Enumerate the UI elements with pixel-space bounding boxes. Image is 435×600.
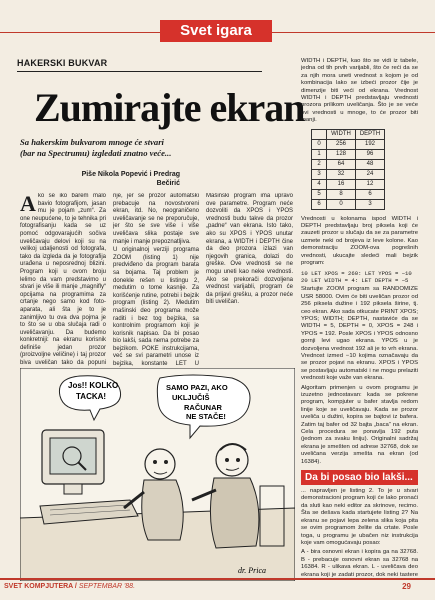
table-cell: 0: [327, 199, 356, 209]
text-column-3: [206, 193, 293, 368]
footer-publication: SVET KOMPJUTERA / SEPTEMBAR '88.: [4, 583, 136, 590]
body-paragraph: A - bira osnovni ekran i kopira ga na 32768. B - prebacuje osnovni ekran sa 32768 na 16384. R - ulikava ekran. L - uveličava deo ekrana koji je zadati prozor, dok neki tastere: [301, 549, 418, 578]
table-cell: 256: [327, 139, 356, 149]
table-row: [312, 189, 385, 199]
article-byline: Piše Nikola Popević i Predrag Bečirić: [81, 171, 180, 187]
body-paragraph: Startujte ZOOM program sa RANDOMIZE USR 58000. Ovim će biti uveličan prozor od 256 piksela dužine i 192 piksela širine, tj. ceo ekran. Ako sada otkucate PRINT XPOS; YPOS; WIDTH; DEPTH, nastaviće da se WIDTH = 5, DEPTH = 0, XPOS = 248 i YPOS = 192. Posle XPOS i YPOS odnosno gornji levi ugao ekrana. YPOS u je dozvoljena vrednost 192 ali je to vrh ekrana. Vrednost izmed −10 kojima označavaju da se prozor pojavi na ekranu. XPOS i YPOS se postavljaju automatski i ne mogu prelaziti vrednosti koje važe van ekrana.: [301, 286, 418, 382]
table-cell: 128: [327, 149, 356, 159]
table-row: [312, 169, 385, 179]
table-cell: 48: [356, 159, 385, 169]
kicker-rule: [17, 71, 262, 72]
drop-cap: A: [20, 193, 36, 216]
table-header-row: [312, 129, 385, 139]
table-cell: 3: [356, 199, 385, 209]
speech-bubble-right: SAMO PAZI, AKO UKLJUČIŠ RAČUNAR NE STAČE!: [166, 383, 228, 421]
article-headline: Zumirajte ekran: [34, 85, 305, 130]
body-paragraph: Algoritam primenjen u ovom programu je izuzetno jednostavan: kada se pokrene program, kompjuter u bafer stavlja redom linije koje se uveličavaju. Kada se prozor uveliča u dužini, kopira se bajtovi iz bafera. Zatim taj bafer od 32 bajta „baca“ na ekran. Cela procedura se ponavlja 192 puta (jednom za svaku liniju). Originalni sadržaj ekrana je smešten od adrese 32768, dok se uveličana verzija smešta na ekran (od 16384).: [301, 384, 418, 465]
footer-rule: [0, 578, 435, 580]
table-row: [312, 179, 385, 189]
table-cell: 32: [327, 169, 356, 179]
body-paragraph: Mašinski program ima upravo ove parametre. Program neće dozvoliti da XPOS i YPOS vrednosti budu takve da prozor „padne“ van ekrana. Isto tako, ako su XPOS i YPOS unutar ekrana, a WIDTH i DEPTH čine da deo prozora izlazi van njegovih granica, dolazi do greške. Ove vrednosti se ne mogu uneti kao neke vrednosti. Ako se prekorači dozvoljena vrednost varijabli, program će da prijavi grešku, a prozor neće biti uveličan.: [206, 193, 293, 306]
table-cell: 6: [356, 189, 385, 199]
table-header-depth: DEPTH: [356, 129, 385, 139]
article-lead: Sa hakerskim bukvarom mnoge će stvari (bar na Spectrumu) izgledati znatno veće...: [20, 137, 172, 158]
table-cell: 8: [327, 189, 356, 199]
table-row: [312, 139, 385, 149]
page-footer: [0, 578, 435, 600]
section-title: Svet igara: [160, 20, 272, 42]
table-cell: 6: [312, 199, 327, 209]
header-band: [0, 0, 435, 40]
body-paragraph: ... napravljen je listing 2. To je u stvari demonstracioni program koji će lako pronaći da sluti kao neki editor za skrinove, recimo. Šta se dešava kada startujete listing 2? Na ekranu se pojavi lepa zelena slika koja pita se ovim programom želite da crtate. Posle toga, u programu je ubačen niz instrukcija koje vam omogućavaju posao:: [301, 488, 418, 546]
table-header-width: WIDTH: [327, 129, 356, 139]
table-cell: 96: [356, 149, 385, 159]
table-cell: 64: [327, 159, 356, 169]
cartoon-illustration: [20, 368, 295, 581]
body-paragraph: nje, jer se prozor automatski prebacuje na novostvoreni ekran, itd. No, neograničeno uveličavanje se ne preporučuje, jer što se sve više i više uveličava slika postaje sve manje i manje prepoznatljiva.: [113, 193, 199, 245]
box-heading: Da bi posao bio lakši...: [301, 470, 418, 485]
issue-date: SEPTEMBAR '88.: [78, 583, 136, 590]
table-row: [312, 159, 385, 169]
magazine-name: SVET KOMPJUTERA: [4, 583, 73, 590]
text-column-1: [20, 193, 106, 368]
table-cell: 1: [312, 149, 327, 159]
table-row: [312, 149, 385, 159]
table-cell: 3: [312, 169, 327, 179]
width-depth-table: [311, 129, 385, 210]
intro-paragraph: [20, 193, 106, 368]
code-listing: 10 LET XPOS = 260: LET YPOS = −10 20 LET WIDTH = 4: LET DEPTH = −5: [301, 269, 412, 284]
article-kicker: HAKERSKI BUKVAR: [17, 58, 108, 68]
table-cell: 2: [312, 159, 327, 169]
table-cell: 0: [312, 139, 327, 149]
table-cell: 5: [312, 189, 327, 199]
page-number: 29: [402, 582, 411, 591]
body-paragraph: Vrednosti u kolonama ispod WIDTH i DEPTH predstavljaju broj piksela koji će zauzeti prozor u slučaju da se za parametre uzmete neki od brojeva iz leve kolone. Kao demonstraciju ZOOM-ova pogrešnih vrednosti, ukucajte sledeći mali bejzik program:: [301, 215, 418, 267]
speech-bubble-left: Jos!! KOLKO TACKA!: [68, 381, 119, 401]
intro-text: ko se iko barem malo bavio fotografijom, jasan mu je pojam „zum“. Za one neupućene, to je tehnika pri fotografisanju kada se uz pomoć odgovarajućih sočiva uveličavaju delovi koji su na velikoj udaljenosti od fotografa, tako da izgleda da je fotografija urađena u neposrednoj blizini. Program koji u ovom broju lelimo da vam predstavimo u stvari je više ili manje „magnifly“ opcijama na programima za crtanje nego samo kod foto-aparata, ali šta je to je zanimljivo tu ova dva pojma je to što se u oba slučaja radi o uveličavanju. Da budemo konkretniji: na ekranu korisnik definiše jedan prozor (proizvoljne veličine) i taj prozor biva uveličan tako da popuni: [20, 193, 106, 367]
table-row: [312, 199, 385, 209]
text-column-2: [113, 193, 199, 368]
table-cell: 24: [356, 169, 385, 179]
table-cell: 4: [312, 179, 327, 189]
body-paragraph: WIDTH i DEPTH, kao što se vidi iz tabele, jedna od tih prvih varijabli, što če reći da se za njih mora uneti vrednost s kojom je od kombinacija lako se izbeći prozor čije je dimenzije biti veći od ekrana. Vrednost WIDTH i DEPTH predstavljaju vrednosti prozora prilikom uveličanja. Što je se veće ovi vrednosti u mnoge, to će prozor biti manji.: [301, 58, 418, 124]
table-cell: 16: [327, 179, 356, 189]
cartoon-signature: dr. Prica: [238, 566, 266, 575]
body-paragraph: U originalnoj verziji programa ZOOM (listing 1) nije predviđeno da program barata sa bojama. Taj problem je donekle rešen u listingu 2, medutim o tome kasnije. Za korišćenje rutine, potrebi i bejzik program (listing 2). Medutim mašinski deo programa može raditi i bez tog bejzika, sa kontrolnim programom koji je korisnik napisao. Da bi posao bio lakši, sada nema potrebe za bejzikom. POKE instrukcijama, već se svi parametri unose iz bejzika, konstante LET U: [113, 247, 199, 368]
text-column-right: [301, 58, 418, 578]
table-cell: 192: [356, 139, 385, 149]
table-corner-cell: [312, 129, 327, 139]
table-cell: 12: [356, 179, 385, 189]
